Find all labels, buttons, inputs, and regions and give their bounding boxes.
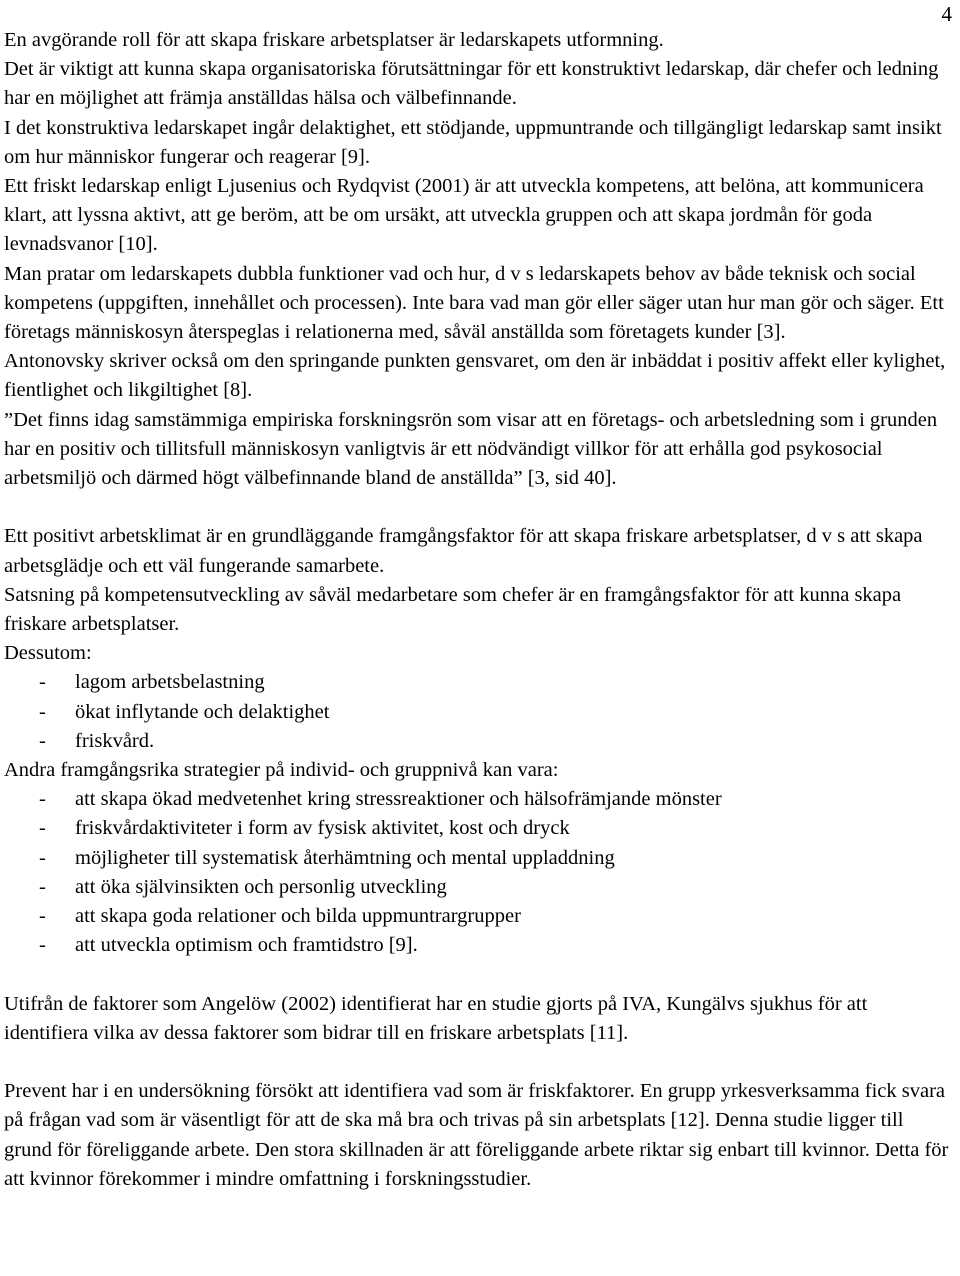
list-dash: - — [39, 846, 46, 869]
list-item — [4, 931, 956, 960]
list-item — [4, 785, 956, 814]
paragraph-iva-study: Utifrån de faktorer som Angelöw (2002) identifierat har en studie gjorts på IVA, Kungälvs sjukhus för att identifiera vilka av dessa faktorer som bidrar till en friskare arbetsplats [11]. — [4, 992, 868, 1044]
dessutom-list — [4, 668, 956, 756]
list-dash: - — [39, 700, 46, 723]
paragraph-prevent-study: Prevent har i en undersökning försökt att identifiera vad som är friskfaktorer. En grupp yrkesverksamma fick svara på frågan vad som är väsentligt för att de ska må bra och trivas på sin arbetsplats [12]. Denna studie ligger till grund för föreliggande arbete. Den stora skillnaden är att föreliggande arbete riktar sig enbart till kvinnor. Detta för att kvinnor förekommer i mindre omfattning i forskningsstudier. — [4, 1080, 949, 1190]
list-item-text: att öka självinsikten och personlig utveckling — [75, 875, 447, 898]
list-item-text: ökat inflytande och delaktighet — [75, 700, 330, 723]
paragraph-organisational-conditions: Det är viktigt att kunna skapa organisatoriska förutsättningar för ett konstruktivt ledarskap, där chefer och ledning har en möjlighet att främja anställdas hälsa och välbefinnande. — [4, 58, 939, 110]
list-item — [4, 873, 956, 902]
paragraph-healthy-leadership: Ett friskt ledarskap enligt Ljusenius och Rydqvist (2001) är att utveckla kompetens, att belöna, att kommunicera klart, att lyssna aktivt, att ge beröm, att be om ursäkt, att utveckla gruppen och att skapa jordmån för goda levnadsvanor [10]. — [4, 175, 924, 256]
paragraph-positive-climate: Ett positivt arbetsklimat är en grundläggande framgångsfaktor för att skapa friskare arbetsplatser, d v s att skapa arbetsglädje och ett väl fungerande samarbete. — [4, 525, 923, 577]
list-dash: - — [39, 729, 46, 752]
list-item — [4, 727, 956, 756]
list-item-text: att skapa goda relationer och bilda uppmuntrargrupper — [75, 905, 521, 928]
list-dash: - — [39, 788, 46, 811]
list-item — [4, 844, 956, 873]
list-dash: - — [39, 934, 46, 957]
list-item-text: lagom arbetsbelastning — [75, 671, 265, 694]
list-item — [4, 698, 956, 727]
paragraph-spacer — [4, 493, 956, 522]
list-item-text: att utveckla optimism och framtidstro [9]. — [75, 934, 418, 957]
list-item — [4, 668, 956, 697]
paragraph-strategies-intro: Andra framgångsrika strategier på individ- och gruppnivå kan vara: — [4, 759, 559, 782]
paragraph-spacer — [4, 1048, 956, 1077]
paragraph-quote: ”Det finns idag samstämmiga empiriska forskningsrön som visar att en företags- och arbetsledning som i grunden har en positiv och tillitsfull människosyn vanligtvis är ett nödvändigt villkor för att erhålla god psykosocial arbetsmiljö och därmed högt välbefinnande bland de anställda” [3, sid 40]. — [4, 408, 938, 490]
paragraph-constructive-leadership: I det konstruktiva ledarskapet ingår delaktighet, ett stödjande, uppmuntrande och tillgängligt ledarskap samt insikt om hur människor fungerar och reagerar [9]. — [4, 116, 942, 168]
paragraph-antonovsky: Antonovsky skriver också om den springande punkten gensvaret, om den är inbäddat i positiv affekt eller kylighet, fientlighet och likgiltighet [8]. — [4, 350, 946, 402]
list-item-text: möjligheter till systematisk återhämtning och mental uppladdning — [75, 846, 615, 869]
list-dash: - — [39, 875, 46, 898]
paragraph-spacer — [4, 960, 956, 989]
list-item-text: friskvård. — [75, 729, 155, 752]
list-dash: - — [39, 671, 46, 694]
list-item-text: friskvårdaktiviteter i form av fysisk aktivitet, kost och dryck — [75, 817, 570, 840]
paragraph-leadership-role: En avgörande roll för att skapa friskare arbetsplatser är ledarskapets utformning. — [4, 29, 664, 51]
list-item-text: att skapa ökad medvetenhet kring stressreaktioner och hälsofrämjande mönster — [75, 788, 722, 811]
paragraph-dessutom: Dessutom: — [4, 642, 92, 665]
document-body — [4, 26, 956, 1194]
strategies-list — [4, 785, 956, 960]
list-dash: - — [39, 817, 46, 840]
paragraph-competence-development: Satsning på kompetensutveckling av såväl medarbetare som chefer är en framgångsfaktor för att kunna skapa friskare arbetsplatser. — [4, 583, 902, 636]
list-item — [4, 902, 956, 931]
paragraph-dual-functions: Man pratar om ledarskapets dubbla funktioner vad och hur, d v s ledarskapets behov av både teknisk och social kompetens (uppgiften, innehållet och processen). Inte bara vad man gör eller säger utan hur man gör och säger. Ett företags människosyn återspeglas i relationerna med, såväl anställda som företagets kunder [3]. — [4, 262, 944, 344]
page-number: 4 — [941, 2, 952, 26]
list-dash: - — [39, 905, 46, 928]
list-item — [4, 814, 956, 843]
